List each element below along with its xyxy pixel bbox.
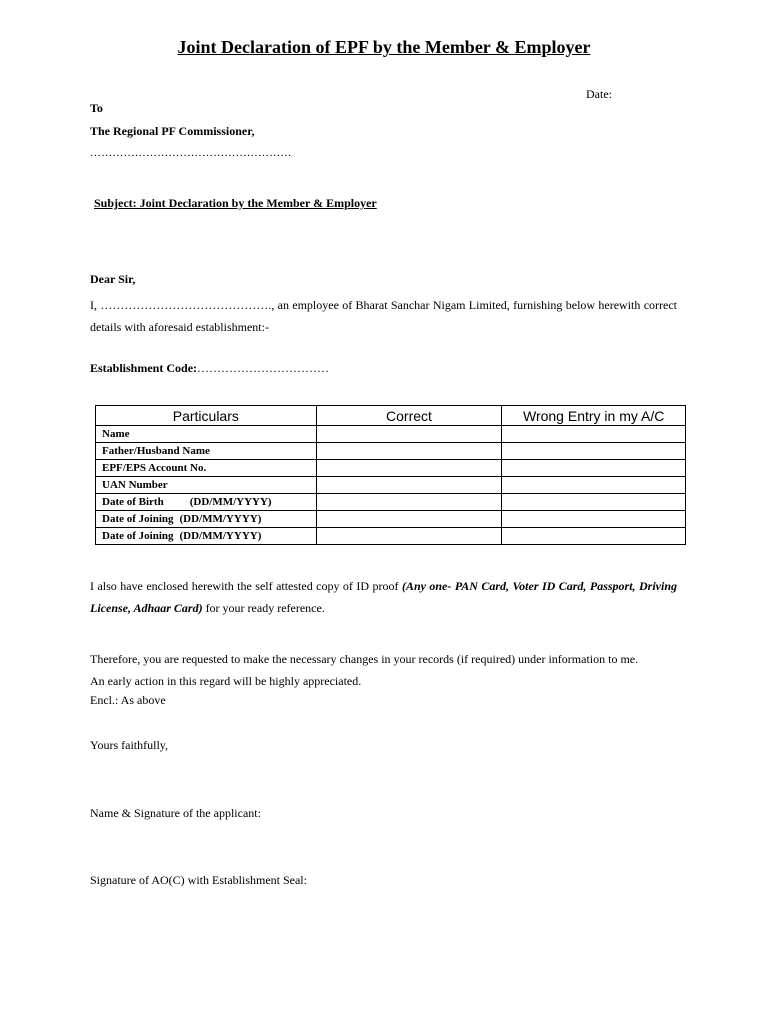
date-label: Date: (586, 87, 612, 101)
wrong-entry-cell[interactable] (502, 528, 686, 545)
wrong-entry-cell[interactable] (502, 426, 686, 443)
id-proof-list: (Any one- PAN Card, Voter ID Card, Passport, Driving License, Adhaar Card) (90, 579, 677, 615)
request-line-2: An early action in this regard will be highly appreciated. (90, 674, 362, 688)
enclosure-text-before: I also have enclosed herewith the self attested copy of ID proof (90, 579, 402, 593)
row-label (96, 460, 317, 477)
row-format-text: (DD/MM/YYYY) (179, 530, 262, 542)
table-row (96, 443, 686, 460)
table-row (96, 477, 686, 494)
enclosure-text-after: for your ready reference. (202, 601, 325, 615)
row-label (96, 426, 317, 443)
applicant-signature-label: Name & Signature of the applicant: (90, 806, 261, 820)
closing: Yours faithfully, (90, 738, 169, 752)
row-label-text: UAN Number (102, 479, 168, 491)
correct-cell[interactable] (316, 443, 502, 460)
row-label-text: Name (102, 428, 130, 440)
correct-cell[interactable] (316, 426, 502, 443)
details-table (95, 405, 686, 545)
establishment-code-blank[interactable]: …………………………… (197, 361, 330, 375)
table-header-row (96, 406, 686, 426)
row-label-text: Date of Joining (102, 513, 174, 525)
row-format-text: (DD/MM/YYYY) (189, 496, 272, 508)
row-label-text: Father/Husband Name (102, 445, 210, 457)
correct-cell[interactable] (316, 511, 502, 528)
enclosure-note: Encl.: As above (90, 693, 166, 707)
enclosure-paragraph (90, 575, 677, 619)
table-row (96, 426, 686, 443)
row-label (96, 477, 317, 494)
wrong-entry-cell[interactable] (502, 477, 686, 494)
correct-cell[interactable] (316, 528, 502, 545)
row-label (96, 443, 317, 460)
table-row (96, 460, 686, 477)
row-label (96, 494, 317, 511)
wrong-entry-cell[interactable] (502, 460, 686, 477)
intro-paragraph: I, ……………………………………., an employee of Bharat Sanchar Nigam Limited, furnishing below herewith correct details with aforesaid establishment:- (90, 298, 677, 334)
table-row (96, 494, 686, 511)
row-label-text: Date of Joining (102, 530, 174, 542)
correct-cell[interactable] (316, 477, 502, 494)
wrong-entry-cell[interactable] (502, 443, 686, 460)
wrong-entry-cell[interactable] (502, 494, 686, 511)
row-label (96, 511, 317, 528)
row-format-text: (DD/MM/YYYY) (179, 513, 262, 525)
correct-cell[interactable] (316, 460, 502, 477)
document-title: Joint Declaration of EPF by the Member & Employer (177, 37, 591, 57)
establishment-code-label: Establishment Code: (90, 361, 198, 375)
subject-line: Subject: Joint Declaration by the Member & Employer (94, 196, 377, 210)
row-label-text: EPF/EPS Account No. (102, 462, 207, 474)
header-correct: Correct (316, 406, 502, 426)
to-label: To (90, 101, 103, 115)
row-label (96, 528, 317, 545)
request-line-1: Therefore, you are requested to make the necessary changes in your records (if required) under information to me. (90, 652, 639, 666)
address-blank[interactable]: ……………………………………………… (90, 147, 292, 159)
addressee: The Regional PF Commissioner, (90, 124, 255, 138)
wrong-entry-cell[interactable] (502, 511, 686, 528)
row-label-text: Date of Birth (102, 496, 164, 508)
table-row (96, 528, 686, 545)
header-wrong-entry: Wrong Entry in my A/C (502, 406, 686, 426)
request-paragraph (90, 648, 690, 692)
table-row (96, 511, 686, 528)
salutation: Dear Sir, (90, 272, 136, 286)
ao-signature-label: Signature of AO(C) with Establishment Seal: (90, 873, 307, 887)
establishment-code (90, 361, 329, 376)
correct-cell[interactable] (316, 494, 502, 511)
header-particulars: Particulars (96, 406, 317, 426)
